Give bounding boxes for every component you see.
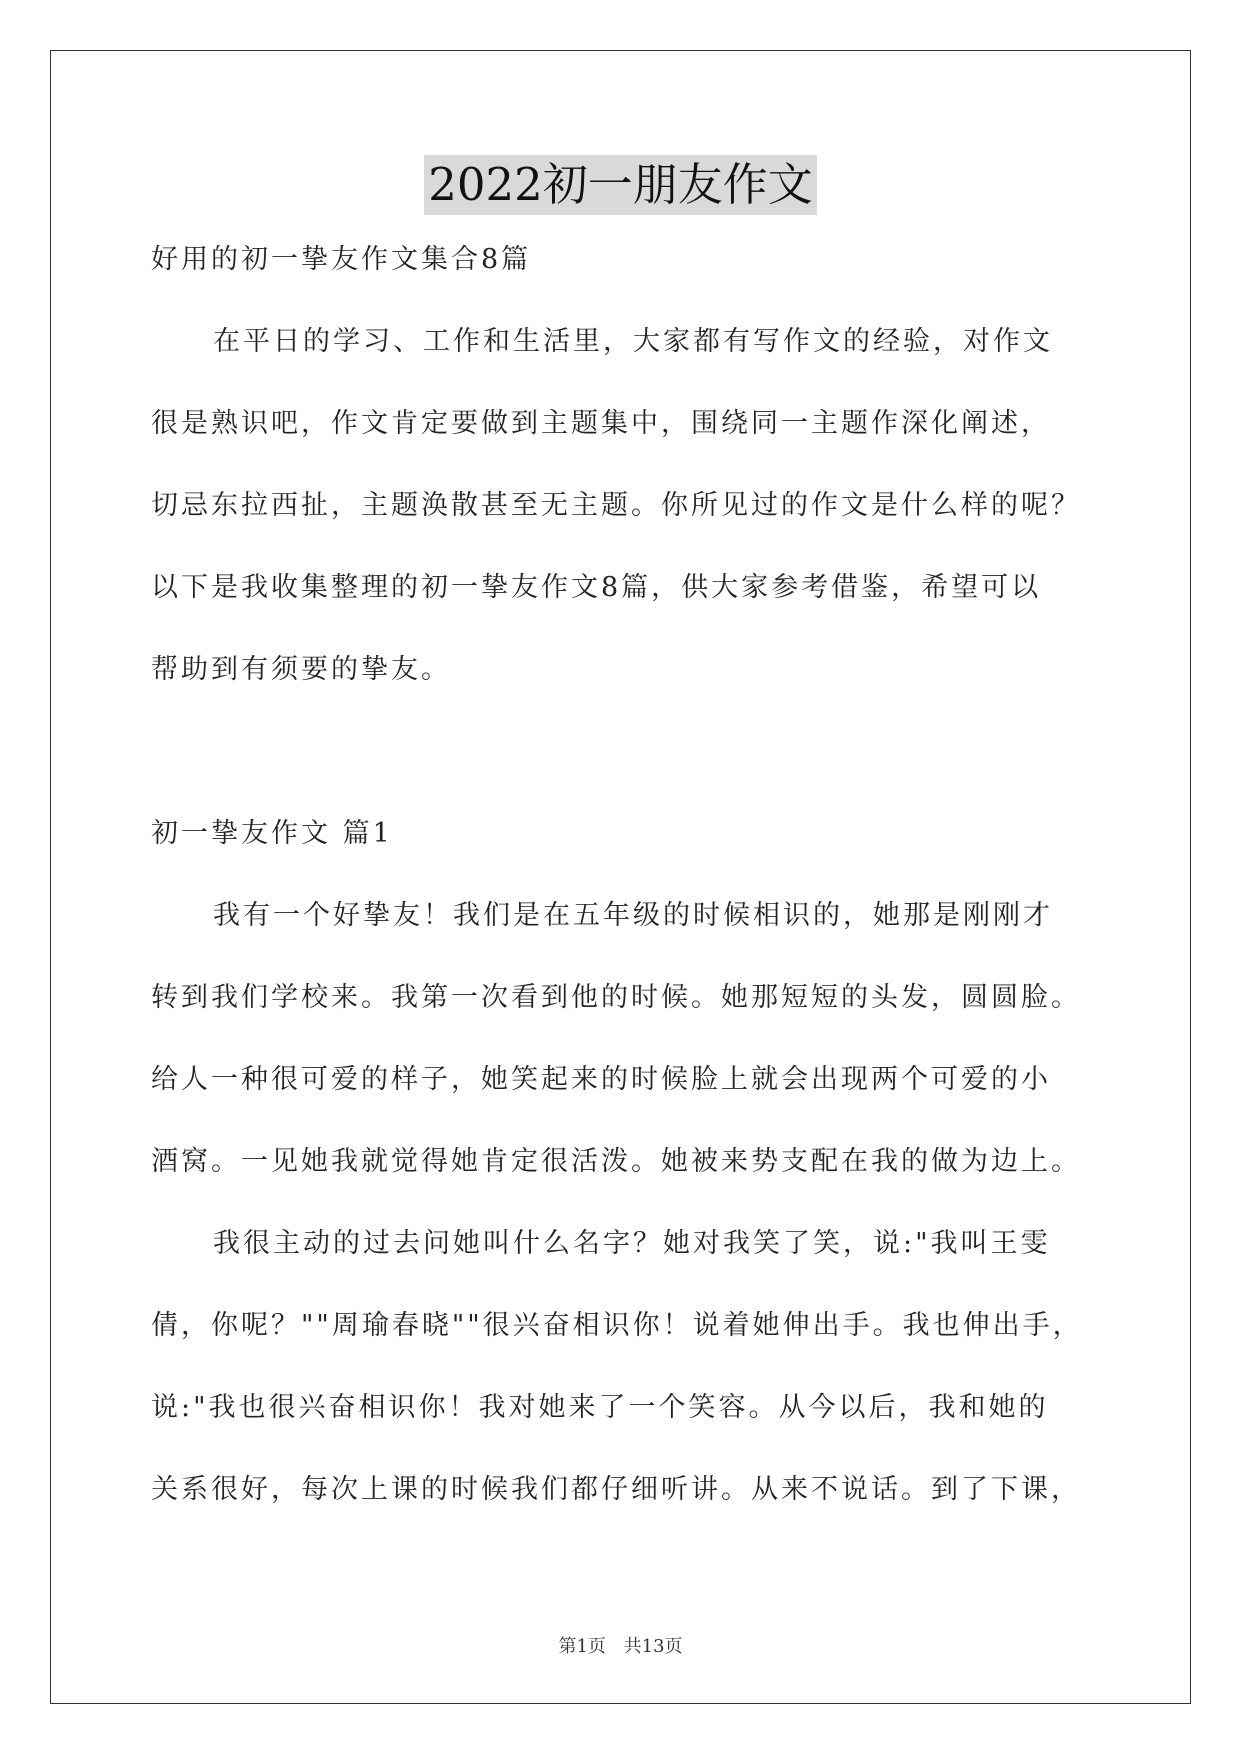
- document-title: 2022初一朋友作文: [424, 155, 817, 215]
- paragraph-line: 我很主动的过去问她叫什么名字？她对我笑了笑，说:"我叫王雯: [213, 1228, 1051, 1259]
- document-subtitle: 好用的初一挚友作文集合8篇: [151, 244, 532, 275]
- intro-line: 很是熟识吧，作文肯定要做到主题集中，围绕同一主题作深化阐述，: [151, 408, 1051, 439]
- title-container: [0, 155, 1241, 215]
- intro-line: 帮助到有须要的挚友。: [151, 654, 451, 685]
- intro-line: 切忌东拉西扯，主题涣散甚至无主题。你所见过的作文是什么样的呢？: [151, 490, 1081, 521]
- intro-line: 以下是我收集整理的初一挚友作文8篇，供大家参考借鉴，希望可以: [151, 572, 1042, 603]
- page-number: 第1页: [558, 1636, 606, 1657]
- spacer: [151, 720, 1091, 802]
- paragraph-line: 转到我们学校来。我第一次看到他的时候。她那短短的头发，圆圆脸。: [151, 982, 1081, 1013]
- intro-line: 在平日的学习、工作和生活里，大家都有写作文的经验，对作文: [213, 326, 1053, 357]
- paragraph-line: 给人一种很可爱的样子，她笑起来的时候脸上就会出现两个可爱的小: [151, 1064, 1051, 1095]
- page-footer: [0, 1632, 1241, 1658]
- paragraph-line: 关系很好，每次上课的时候我们都仔细听讲。从来不说话。到了下课，: [151, 1474, 1081, 1505]
- document-body: [151, 228, 1091, 1540]
- paragraph-line: 我有一个好挚友！我们是在五年级的时候相识的，她那是刚刚才: [213, 900, 1053, 931]
- paragraph-line: 说:"我也很兴奋相识你！我对她来了一个笑容。从今以后，我和她的: [151, 1392, 1049, 1423]
- paragraph-line: 倩，你呢？""周瑜春晓""很兴奋相识你！说着她伸出手。我也伸出手，: [151, 1310, 1083, 1341]
- paragraph-line: 酒窝。一见她我就觉得她肯定很活泼。她被来势支配在我的做为边上。: [151, 1146, 1081, 1177]
- page-total: 共13页: [623, 1636, 683, 1657]
- section-heading: 初一挚友作文 篇1: [151, 818, 393, 849]
